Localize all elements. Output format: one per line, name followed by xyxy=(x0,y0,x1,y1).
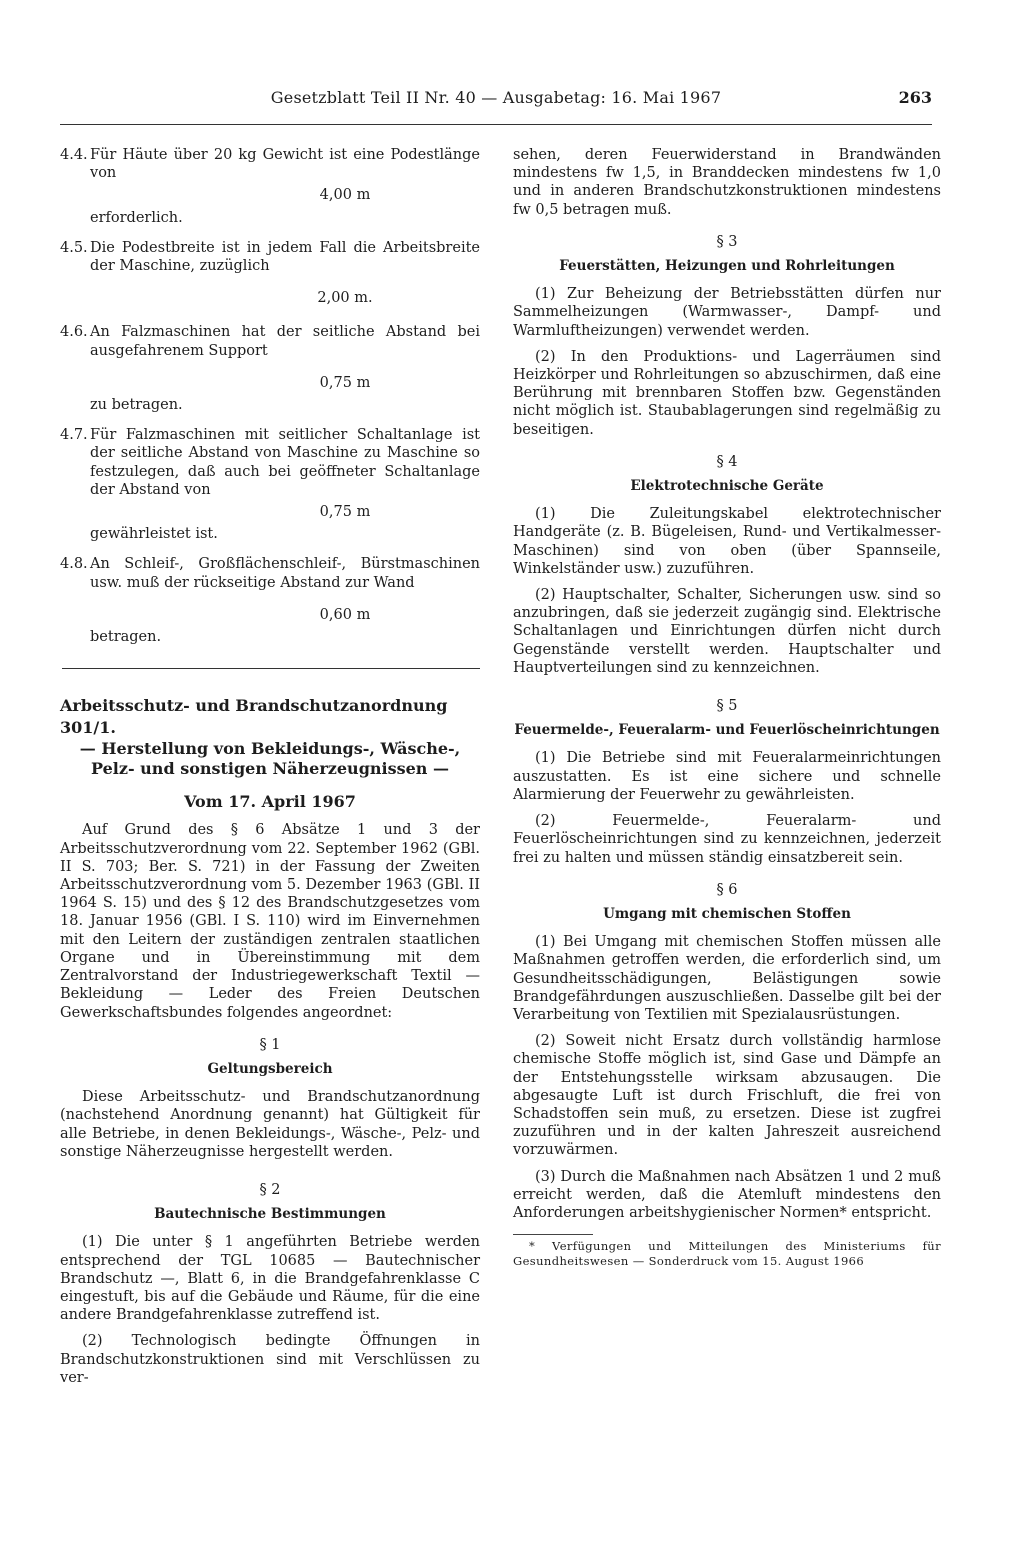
section-number: § 4 xyxy=(716,453,738,470)
item-value: 0,75 m xyxy=(319,504,371,521)
item-number: 4.8. xyxy=(60,556,88,573)
section-separator xyxy=(62,668,480,669)
item-number: 4.6. xyxy=(60,324,88,341)
item-after: zu betragen. xyxy=(90,397,183,414)
ordinance-date: Vom 17. April 1967 xyxy=(184,792,356,812)
section-number: § 3 xyxy=(716,233,738,250)
ordinance-title: Arbeitsschutz- und Brandschutzanordnung 301/1. xyxy=(60,696,448,738)
section-title: Feuermelde-, Feueralarm- und Feuerlöscheinrichtungen xyxy=(514,722,940,739)
section-paragraph: (1) Die Betriebe sind mit Feueralarmeinrichtungen auszustatten. Es ist eine sichere und schnelle Alarmierung der Feuerwehr zu gewährleisten. xyxy=(513,750,941,803)
section-title: Elektrotechnische Geräte xyxy=(630,478,824,495)
header-rule xyxy=(60,124,932,125)
list-item xyxy=(60,146,480,182)
section-paragraph: (1) Bei Umgang mit chemischen Stoffen müssen alle Maßnahmen getroffen werden, die erforderlich sind, um Gesundheitsschädigungen, Belästigungen sowie Brandgefährdungen auszuschließen. Dasselbe gilt bei der Verarbeitung von Textilien mit Spezialausrüstungen. xyxy=(513,934,941,1023)
section-number: § 2 xyxy=(259,1181,281,1198)
list-item xyxy=(60,555,480,591)
item-after: erforderlich. xyxy=(90,209,183,226)
section-number: § 6 xyxy=(716,881,738,898)
section-paragraph: (3) Durch die Maßnahmen nach Absätzen 1 und 2 muß erreicht werden, daß die Atemluft mindestens den Anforderungen arbeitshygienischer Normen* entspricht. xyxy=(513,1168,941,1221)
list-item xyxy=(60,323,480,359)
item-text: An Schleif-, Großflächenschleif-, Bürstmaschinen usw. muß der rückseitige Abstand zur Wand xyxy=(90,556,480,591)
item-after: gewährleistet ist. xyxy=(90,526,218,543)
footnote-rule xyxy=(513,1234,593,1235)
section-title: Geltungsbereich xyxy=(207,1060,333,1077)
section-paragraph: (1) Die Zuleitungskabel elektrotechnischer Handgeräte (z. B. Bügeleisen, Rund- und Vertikalmesser-Maschinen) sind von oben (über Spannseile, Winkelständer usw.) zuzuführen. xyxy=(513,506,941,577)
item-text: Die Podestbreite ist in jedem Fall die Arbeitsbreite der Maschine, zuzüglich xyxy=(90,239,480,275)
item-value: 0,75 m xyxy=(319,374,371,391)
section-number: § 1 xyxy=(259,1036,281,1053)
section-paragraph: (2) Technologisch bedingte Öffnungen in Brandschutzkonstruktionen sind mit Verschlüssen zu ver- xyxy=(60,1333,480,1386)
section-number: § 5 xyxy=(716,698,738,715)
item-text: Für Falzmaschinen mit seitlicher Schaltanlage ist der seitliche Abstand von Maschine zu Maschine so festzulegen, daß auch bei geöffneter Schaltanlage der Abstand von xyxy=(90,427,480,498)
section-text: Diese Arbeitsschutz- und Brandschutzanordnung (nachstehend Anordnung genannt) hat Gültigkeit für alle Betriebe, in denen Bekleidungs-, Wäsche-, Pelz- und sonstige Näherzeugnisse hergestellt werden. xyxy=(60,1089,480,1160)
section-title: Umgang mit chemischen Stoffen xyxy=(603,905,851,922)
ordinance-subtitle: — Herstellung von Bekleidungs-, Wäsche-, Pelz- und sonstigen Näherzeugnissen — xyxy=(79,739,461,779)
page-number: 263 xyxy=(898,88,932,107)
ordinance-preamble: Auf Grund des § 6 Absätze 1 und 3 der Arbeitsschutzverordnung vom 22. September 1962 (GBl. II S. 703; Ber. S. 721) in der Fassung der Zweiten Arbeitsschutzverordnung vom 5. Dezember 1963 (GBl. II 1964 S. 15) und des § 12 des Brandschutzgesetzes vom 18. Januar 1956 (GBl. I S. 110) wird im Einvernehmen mit den Leitern der zuständigen zentralen staatlichen Organe und in Übereinstimmung mit dem Zentralvorstand der Industriegewerkschaft Textil — Bekleidung — Leder des Freien Deutschen Gewerkschaftsbundes folgendes angeordnet: xyxy=(60,822,480,1021)
section-paragraph-continued: sehen, deren Feuerwiderstand in Brandwänden mindestens fw 1,5, in Branddecken mindestens fw 1,0 und in anderen Brandschutzkonstruktionen mindestens fw 0,5 betragen muß. xyxy=(513,147,941,218)
item-number: 4.5. xyxy=(60,239,88,256)
right-column xyxy=(513,146,941,1269)
item-number: 4.7. xyxy=(60,427,88,444)
item-number: 4.4. xyxy=(60,147,88,163)
section-paragraph: (2) Feuermelde-, Feueralarm- und Feuerlöscheinrichtungen sind zu kennzeichnen, jederzeit frei zu halten und müssen ständig einsatzbereit sein. xyxy=(513,813,941,866)
list-item xyxy=(60,426,480,499)
item-value: 0,60 m xyxy=(319,606,371,623)
section-paragraph: (1) Zur Beheizung der Betriebsstätten dürfen nur Sammelheizungen (Warmwasser-, Dampf- und Warmluftheizungen) verwendet werden. xyxy=(513,286,941,339)
item-value: 2,00 m. xyxy=(317,290,373,307)
left-column xyxy=(60,146,480,1387)
section-paragraph: (1) Die unter § 1 angeführten Betriebe werden entsprechend der TGL 10685 — Bautechnischer Brandschutz —, Blatt 6, in die Brandgefahrenklasse C eingestuft, bis auf die Gebäude und Räume, für die eine andere Brandgefahrenklasse zutreffend ist. xyxy=(60,1234,480,1324)
footnote: * Verfügungen und Mitteilungen des Ministeriums für Gesundheitswesen — Sonderdruck vom 15. August 1966 xyxy=(513,1239,941,1269)
section-title: Feuerstätten, Heizungen und Rohrleitungen xyxy=(559,258,895,275)
item-text: An Falzmaschinen hat der seitliche Abstand bei ausgefahrenem Support xyxy=(90,324,480,359)
item-after: betragen. xyxy=(90,629,162,646)
section-title: Bautechnische Bestimmungen xyxy=(154,1206,386,1223)
page-header xyxy=(60,88,932,118)
section-paragraph: (2) Hauptschalter, Schalter, Sicherungen usw. sind so anzubringen, daß sie jederzeit zugängig sind. Elektrische Schaltanlagen und Einrichtungen dürfen nicht durch Gegenstände verstellt werden. Hauptschalter und Hauptverteilungen sind zu kennzeichnen. xyxy=(513,587,941,676)
list-item xyxy=(60,239,480,275)
header-title: Gesetzblatt Teil II Nr. 40 — Ausgabetag: 16. Mai 1967 xyxy=(270,88,722,107)
section-paragraph: (2) In den Produktions- und Lagerräumen sind Heizkörper und Rohrleitungen so abzuschirmen, daß eine Berührung mit brennbaren Stoffen bzw. Gegenständen nicht möglich ist. Staubablagerungen sind regelmäßig zu beseitigen. xyxy=(513,348,941,438)
item-value: 4,00 m xyxy=(319,187,371,204)
section-paragraph: (2) Soweit nicht Ersatz durch vollständig harmlose chemische Stoffe möglich ist, sind Gase und Dämpfe an der Entstehungsstelle wirksam abzusaugen. Die abgesaugte Luft ist durch Frischluft, die frei von Schadstoffen sein muß, zu ersetzen. Diese ist zugfrei zuzuführen und in der kalten Jahreszeit ausreichend vorzuwärmen. xyxy=(513,1033,941,1159)
item-text: Für Häute über 20 kg Gewicht ist eine Podestlänge von xyxy=(90,147,480,182)
